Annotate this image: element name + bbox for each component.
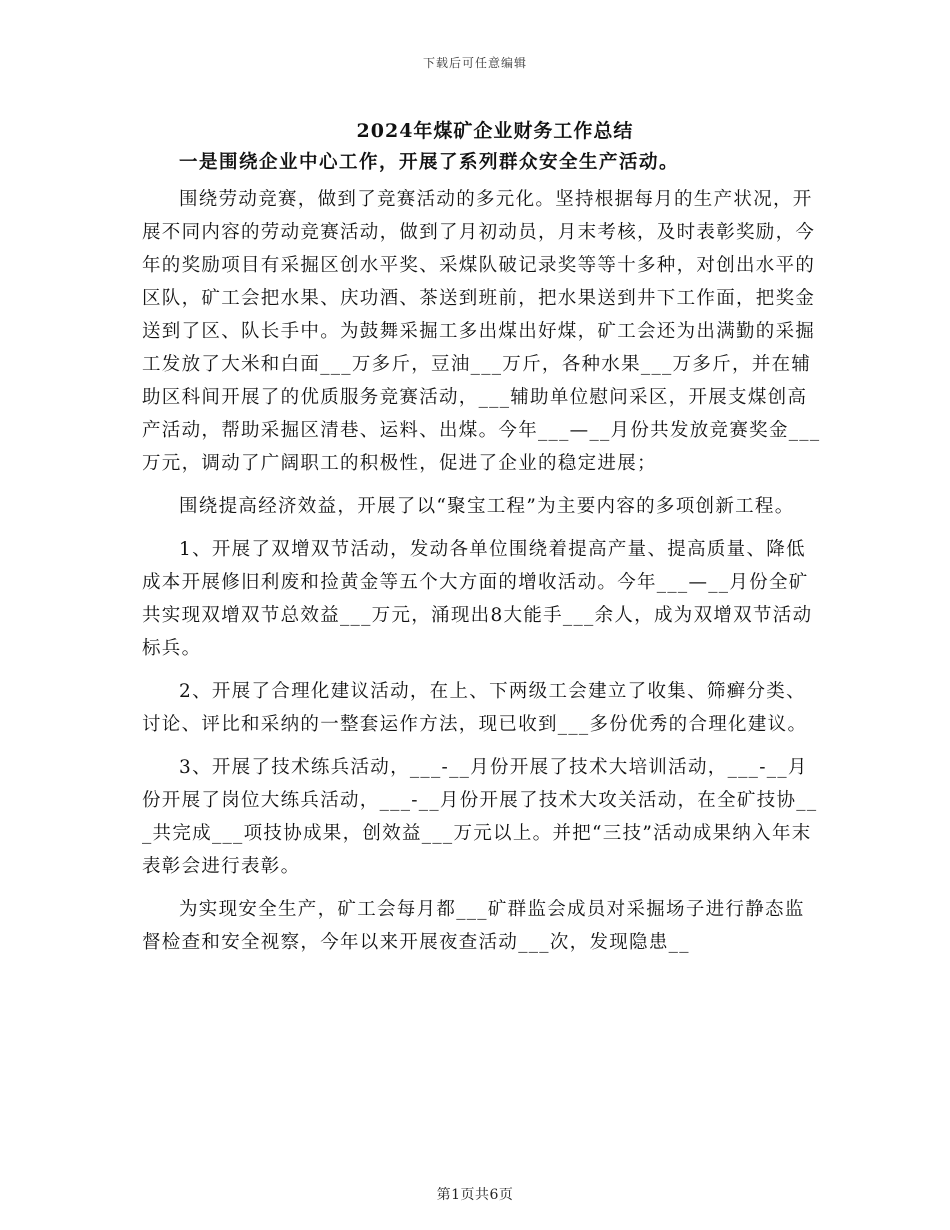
paragraph-item-2: 2、开展了合理化建议活动，在上、下两级工会建立了收集、筛癣分类、讨论、评比和采纳的一整套运作方法，现已收到___多份优秀的合理化建议。 bbox=[142, 681, 808, 735]
paragraph-item-3: 3、开展了技术练兵活动，___-__月份开展了技术大培训活动，___-__月份开展了岗位大练兵活动，___-__月份开展了技术大攻关活动，在全矿技协___共完成___项技协成果，创效益___万元以上。并把“三技”活动成果纳入年末表彰会进行表彰。 bbox=[142, 757, 818, 877]
document-body bbox=[142, 146, 822, 969]
document-title: 2024年煤矿企业财务工作总结 bbox=[356, 120, 634, 142]
section-heading: 一是围绕企业中心工作，开展了系列群众安全生产活动。 bbox=[179, 152, 680, 173]
paragraph-safety: 为实现安全生产，矿工会每月都___矿群监会成员对采掘场子进行静态监督检查和安全视察，今年以来开展夜查活动___次，发现隐患__ bbox=[142, 899, 805, 953]
paragraph-economic-benefit: 围绕提高经济效益，开展了以“聚宝工程”为主要内容的多项创新工程。 bbox=[179, 496, 795, 517]
paragraph-labor-competition: 围绕劳动竞赛，做到了竞赛活动的多元化。坚持根据每月的生产状况，开展不同内容的劳动竞赛活动，做到了月初动员，月末考核，及时表彰奖励，今年的奖励项目有采掘区创水平奖、采煤队破记录奖等等十多种，对创出水平的区队，矿工会把水果、庆功酒、茶送到班前，把水果送到井下工作面，把奖金送到了区、队长手中。为鼓舞采掘工多出煤出好煤，矿工会还为出满勤的采掘工发放了大米和白面___万多斤，豆油___万斤，各种水果___万多斤，并在辅助区科间开展了的优质服务竞赛活动，___辅助单位慰问采区，开展支煤创高产活动，帮助采掘区清巷、运料、出煤。今年___—__月份共发放竞赛奖金___万元，调动了广阔职工的积极性，促进了企业的稳定进展； bbox=[142, 189, 821, 474]
page-footer-number: 第1页共6页 bbox=[436, 1187, 514, 1203]
page-header-note: 下载后可任意编辑 bbox=[422, 56, 527, 70]
paragraph-item-1: 1、开展了双增双节活动，发动各单位围绕着提高产量、提高质量、降低成本开展修旧利废和捡黄金等五个大方面的增收活动。今年___—__月份全矿共实现双增双节总效益___万元，涌现出8大能手___余人，成为双增双节活动标兵。 bbox=[142, 539, 813, 659]
